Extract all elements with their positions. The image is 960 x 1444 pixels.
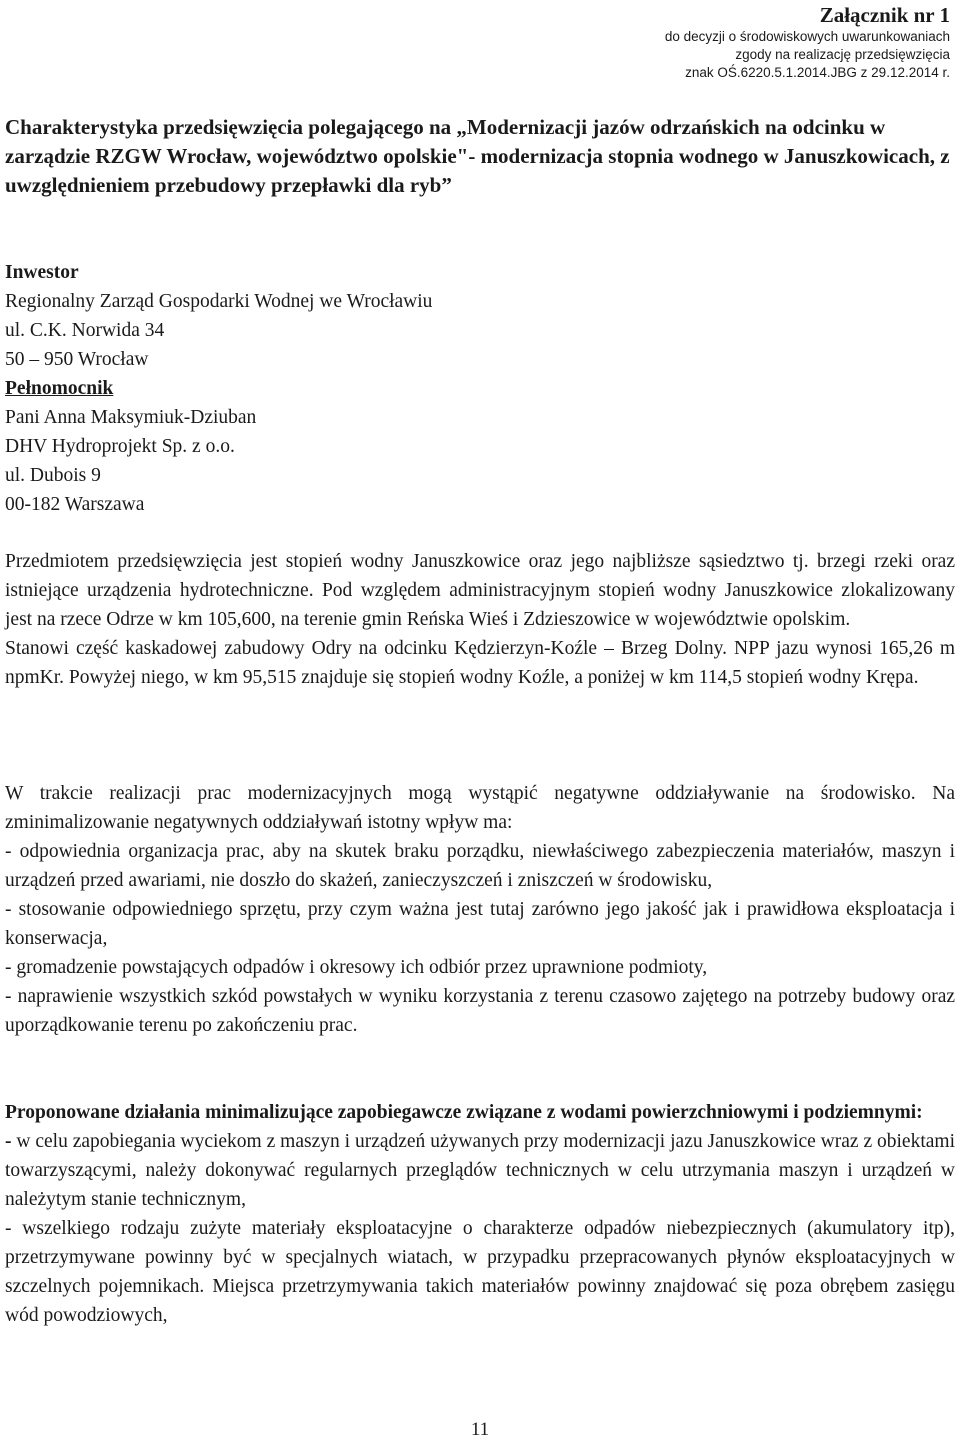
proxy-heading: Pełnomocnik <box>5 378 114 399</box>
measures-item-1-dash: - <box>5 1131 12 1152</box>
annex-line-decision: do decyzji o środowiskowych uwarunkowaniach <box>664 29 950 44</box>
annex-title: Załącznik nr 1 <box>819 3 950 27</box>
proxy-name: Pani Anna Maksymiuk-Dziuban <box>5 407 257 428</box>
impacts-item: - gromadzenie powstających odpadów i okresowy ich odbiór przez uprawnione podmioty, <box>5 957 708 978</box>
measures-item-2: - wszelkiego rodzaju zużyte materiały eksploatacyjne o charakterze odpadów niebezpiecznych (akumulatory itp), przetrzymywane powinny być w specjalnych wiatach, w przypadku przepracowanych płynów eksploatacyjnych w szczelnych pojemnikach. Miejsca przetrzymywania takich materiałów powinny znajdować się poza obrębem zasięgu wód powodziowych, <box>5 1218 955 1326</box>
measures-section <box>5 1098 955 1330</box>
measures-heading: Proponowane działania minimalizujące zapobiegawcze związane z wodami powierzchniowymi i podziemnymi: <box>5 1102 923 1123</box>
document-title: Charakterystyka przedsięwzięcia polegającego na „Modernizacji jazów odrzańskich na odcinku w zarządzie RZGW Wrocław, województwo opolskie"- modernizacja stopnia wodnego w Januszkowicach, z uwzględnieniem przebudowy przepławki dla ryb” <box>5 115 950 197</box>
subject-paragraph-1: Przedmiotem przedsięwzięcia jest stopień wodny Januszkowice oraz jego najbliższe sąsiedztwo tj. brzegi rzeki oraz istniejące urządzenia hydrotechniczne. Pod względem administracyjnym stopień wodny Januszkowice zlokalizowany jest na rzece Odrze w km 105,600, na terenie gmin Reńska Wieś i Zdzieszowice w województwie opolskim. <box>5 551 955 630</box>
investor-street: ul. C.K. Norwida 34 <box>5 320 165 341</box>
impacts-item: - odpowiednia organizacja prac, aby na skutek braku porządku, niewłaściwego zabezpieczenia materiałów, maszyn i urządzeń przed awariami, nie doszło do skażeń, zanieczyszczeń i zniszczeń w środowisku, <box>5 841 955 891</box>
annex-line-reference: znak OŚ.6220.5.1.2014.JBG z 29.12.2014 r. <box>685 65 950 80</box>
investor-city: 50 – 950 Wrocław <box>5 349 149 370</box>
page-number: 11 <box>470 1419 490 1440</box>
impacts-section <box>5 779 955 1040</box>
annex-line-consent: zgody na realizację przedsięwzięcia <box>735 47 950 62</box>
investor-heading: Inwestor <box>5 262 79 283</box>
measures-item-1 <box>5 1127 955 1214</box>
subject-paragraph-2: Stanowi część kaskadowej zabudowy Odry na odcinku Kędzierzyn-Koźle – Brzeg Dolny. NPP jazu wynosi 165,26 m npmKr. Powyżej niego, w km 95,515 znajduje się stopień wodny Koźle, a poniżej w km 114,5 stopień wodny Krępa. <box>5 638 955 688</box>
proxy-city: 00-182 Warszawa <box>5 494 145 515</box>
impacts-item: - stosowanie odpowiedniego sprzętu, przy czym ważna jest tutaj zarówno jego jakość jak i prawidłowa eksploatacja i konserwacja, <box>5 899 955 949</box>
proxy-street: ul. Dubois 9 <box>5 465 101 486</box>
investor-block <box>5 258 955 519</box>
measures-item-1-text: w celu zapobiegania wyciekom z maszyn i urządzeń używanych przy modernizacji jazu Januszkowice wraz z obiektami towarzyszącymi, należy dokonywać regularnych przeglądów technicznych w celu utrzymania maszyn i urządzeń w należytym stanie technicznym, <box>5 1131 955 1210</box>
impacts-item: - naprawienie wszystkich szkód powstałych w wyniku korzystania z terenu czasowo zajętego na potrzeby budowy oraz uporządkowanie terenu po zakończeniu prac. <box>5 986 955 1036</box>
impacts-intro: W trakcie realizacji prac modernizacyjnych mogą wystąpić negatywne oddziaływanie na środowisko. Na zminimalizowanie negatywnych oddziaływań istotny wpływ ma: <box>5 783 955 833</box>
proxy-company: DHV Hydroprojekt Sp. z o.o. <box>5 436 235 457</box>
subject-section <box>5 547 955 692</box>
annex-header <box>665 2 950 82</box>
investor-name: Regionalny Zarząd Gospodarki Wodnej we Wrocławiu <box>5 291 433 312</box>
